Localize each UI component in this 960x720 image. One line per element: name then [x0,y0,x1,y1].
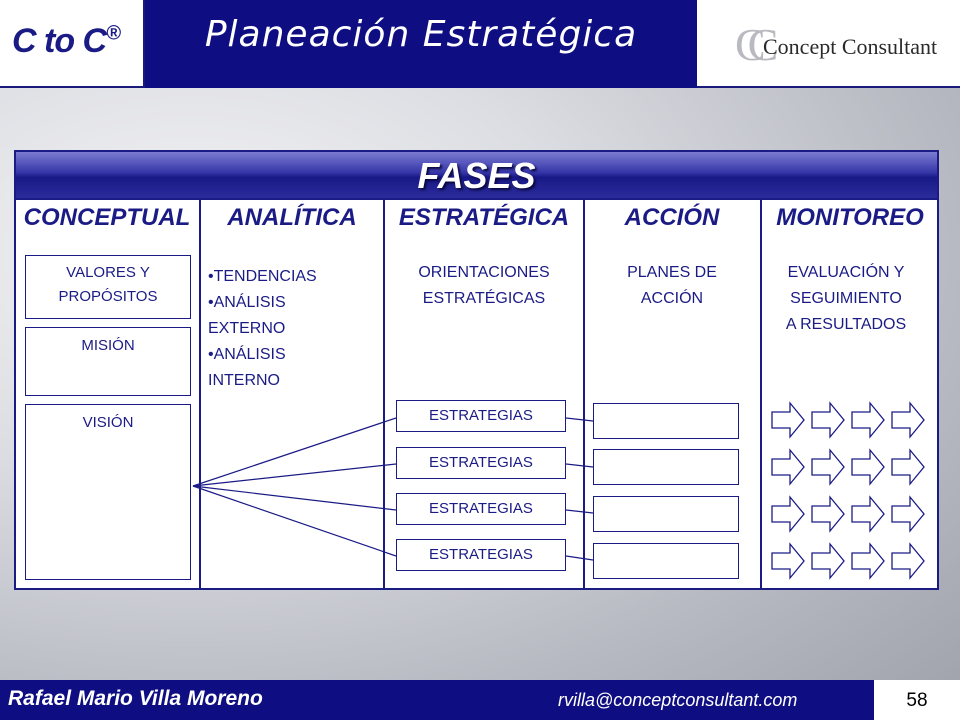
column-analitica: ANALÍTICA [227,204,357,231]
right-arrow-icon [892,497,924,531]
valores-line1: VALORES Y [66,264,150,281]
right-arrow-icon [812,403,844,437]
evaluacion-line2: SEGUIMIENTO [790,290,902,307]
accion-box [593,543,739,579]
mision-label: MISIÓN [81,337,135,354]
accion-box [593,449,739,485]
monitoreo-arrows [770,400,930,585]
planes-line1: PLANES DE [627,264,717,281]
right-arrow-icon [812,544,844,578]
accion-box [593,496,739,532]
analitica-item: INTERNO [208,372,280,389]
right-arrow-icon [852,544,884,578]
column-conceptual: CONCEPTUAL [23,204,191,231]
analitica-item: •TENDENCIAS [208,268,317,285]
right-arrow-icon [772,450,804,484]
evaluacion-line1: EVALUACIÓN Y [787,264,905,281]
connector-line [193,464,396,486]
orientaciones-line1: ORIENTACIONES [418,264,550,281]
right-arrow-icon [772,544,804,578]
accion-box [593,403,739,439]
brand-text: C to C [12,22,107,60]
estrategia-box: ESTRATEGIAS [396,447,566,479]
analitica-item: •ANÁLISIS [208,346,286,363]
connector-line [566,556,593,560]
right-arrow-icon [892,544,924,578]
vision-label: VISIÓN [82,414,134,431]
estrategia-box: ESTRATEGIAS [396,539,566,571]
right-arrow-icon [852,450,884,484]
evaluacion-line3: A RESULTADOS [785,316,907,333]
estrategia-box: ESTRATEGIAS [396,400,566,432]
connector-line [566,510,593,513]
registered-mark: ® [106,22,120,45]
right-arrow-icon [812,450,844,484]
connector-line [193,486,396,510]
logo-text: Concept Consultant [763,34,938,59]
orientaciones-line2: ESTRATÉGICAS [422,290,546,307]
connector-line [193,418,396,486]
right-arrow-icon [892,450,924,484]
right-arrow-icon [892,403,924,437]
planes-line2: ACCIÓN [640,290,704,307]
right-arrow-icon [812,497,844,531]
slide-title: Planeación Estratégica [204,14,638,55]
column-estrategica: ESTRATÉGICA [398,204,570,231]
estrategia-box: ESTRATEGIAS [396,493,566,525]
column-monitoreo: MONITOREO [776,204,924,231]
fases-title: FASES [417,155,536,196]
connector-line [566,464,593,467]
author-email: rvilla@conceptconsultant.com [558,690,798,710]
connector-line [193,486,396,556]
page-number: 58 [906,690,928,711]
column-accion: ACCIÓN [624,204,720,231]
connector-line [566,418,593,421]
right-arrow-icon [852,403,884,437]
right-arrow-icon [772,497,804,531]
right-arrow-icon [772,403,804,437]
valores-line2: PROPÓSITOS [58,288,158,305]
right-arrow-icon [852,497,884,531]
author-name: Rafael Mario Villa Moreno [8,687,263,710]
analitica-item: •ANÁLISIS [208,294,286,311]
cc-logo-icon: CC [735,19,761,70]
analitica-item: EXTERNO [208,320,286,337]
